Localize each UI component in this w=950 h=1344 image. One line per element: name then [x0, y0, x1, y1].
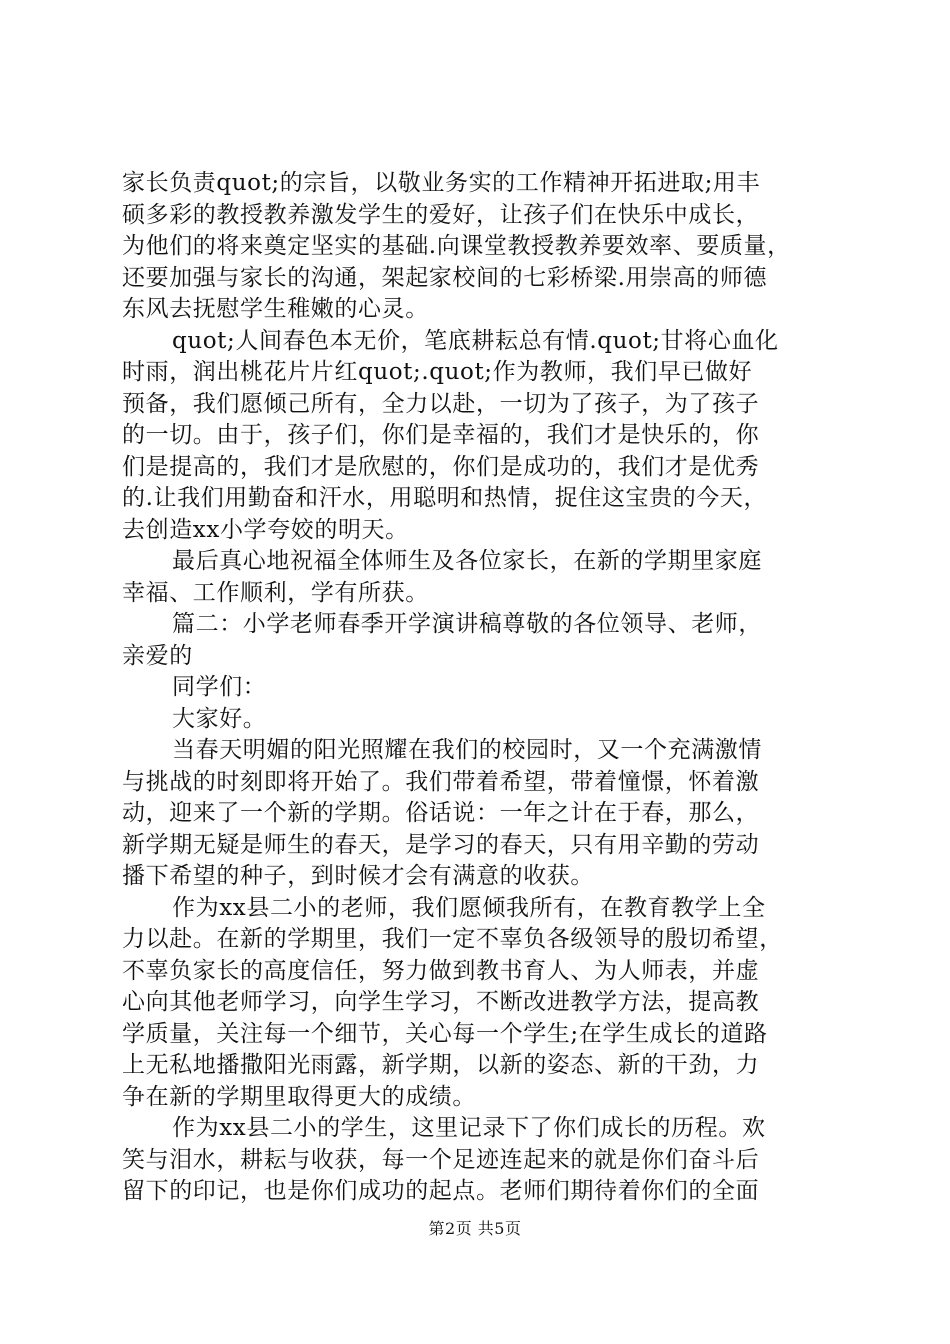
text-line: 东风去抚慰学生稚嫩的心灵。 — [122, 296, 429, 322]
text-line: 作为xx县二小的学生，这里记录下了你们成长的历程。欢 — [172, 1115, 766, 1141]
text-line: 与挑战的时刻即将开始了。我们带着希望，带着憧憬，怀着激 — [122, 768, 760, 795]
text-line: 争在新的学期里取得更大的成绩。 — [122, 1083, 476, 1110]
text-line: 篇二：小学老师春季开学演讲稿尊敬的各位领导、老师， — [172, 611, 762, 637]
text-line: 亲爱的 — [122, 642, 193, 669]
page-footer: 第2页 共5页 — [428, 1219, 522, 1238]
text-line: 们是提高的，我们才是欣慰的，你们是成功的，我们才是优秀 — [122, 453, 760, 480]
text-line: 家长负责quot;的宗旨，以敬业务实的工作精神开拓进取;用丰 — [122, 170, 761, 196]
document-body — [122, 168, 834, 1208]
text-line: 的.让我们用勤奋和汗水，用聪明和热情，捉住这宝贵的今天， — [122, 485, 768, 511]
text-line: 上无私地播撒阳光雨露，新学期，以新的姿态、新的干劲，力 — [122, 1052, 760, 1078]
text-line: 硕多彩的教授教养激发学生的爱好，让孩子们在快乐中成长， — [122, 201, 760, 228]
text-line: quot;人间春色本无价，笔底耕耘总有情.quot;甘将心血化 — [172, 327, 779, 354]
text-line: 笑与泪水，耕耘与收获，每一个足迹连起来的就是你们奋斗后 — [122, 1146, 760, 1173]
text-line: 学质量，关注每一个细节，关心每一个学生;在学生成长的道路 — [122, 1020, 768, 1047]
text-line: 为他们的将来奠定坚实的基础.向课堂教授教养要效率、要质量， — [122, 233, 791, 259]
text-line: 作为xx县二小的老师，我们愿倾我所有，在教育教学上全 — [172, 894, 766, 921]
text-line: 幸福、工作顺利，学有所获。 — [122, 579, 429, 606]
text-line: 去创造xx小学夸姣的明天。 — [122, 516, 409, 543]
text-line: 播下希望的种子，到时候才会有满意的收获。 — [122, 863, 594, 889]
text-line: 留下的印记，也是你们成功的起点。老师们期待着你们的全面 — [122, 1178, 760, 1204]
text-line: 不辜负家长的高度信任，努力做到教书育人、为人师表，并虚 — [122, 957, 760, 984]
text-line: 心向其他老师学习，向学生学习，不断改进教学方法，提高教 — [122, 989, 760, 1015]
text-line: 的一切。由于，孩子们，你们是幸福的，我们才是快乐的，你 — [122, 422, 760, 448]
text-line: 预备，我们愿倾己所有，全力以赴，一切为了孩子，为了孩子 — [122, 390, 760, 417]
text-line: 同学们： — [172, 674, 267, 700]
text-line: 当春天明媚的阳光照耀在我们的校园时，又一个充满激情 — [172, 737, 762, 763]
text-line: 最后真心地祝福全体师生及各位家长，在新的学期里家庭 — [172, 548, 762, 574]
text-line: 还要加强与家长的沟通，架起家校间的七彩桥梁.用崇高的师德 — [122, 264, 768, 291]
text-line: 时雨，润出桃花片片红quot;.quot;作为教师，我们早已做好 — [122, 359, 753, 385]
text-line: 新学期无疑是师生的春天，是学习的春天，只有用辛勤的劳动 — [122, 831, 760, 858]
text-line: 大家好。 — [172, 705, 267, 732]
text-line: 动，迎来了一个新的学期。俗话说：一年之计在于春，那么， — [122, 800, 760, 826]
text-line: 力以赴。在新的学期里，我们一定不辜负各级领导的殷切希望， — [122, 926, 783, 952]
